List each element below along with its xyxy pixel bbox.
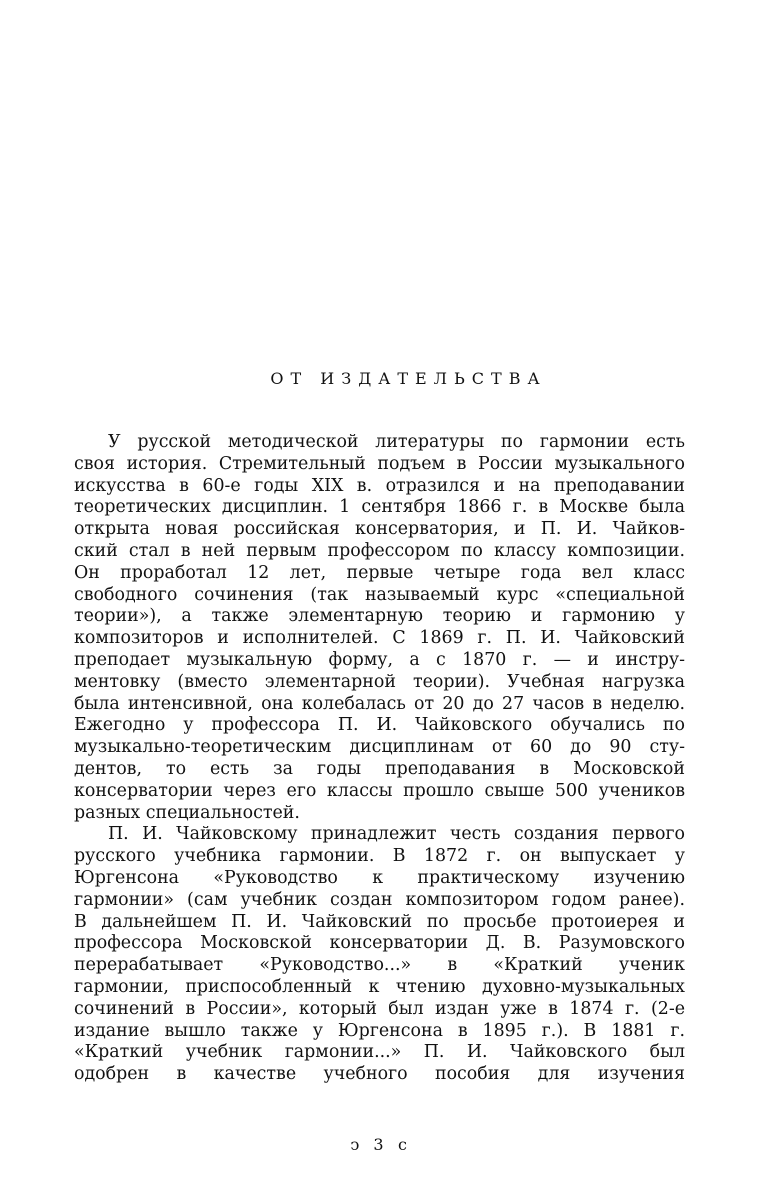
text-line: одобрен в качестве учебного пособия для изучения (74, 1064, 685, 1085)
text-line: Ежегодно у профессора П. И. Чайковского обучались по (74, 715, 685, 736)
text-line: открыта новая российская консерватория, и П. И. Чайков- (74, 519, 685, 540)
page-number: 3 (373, 1135, 384, 1154)
text-line: теории»), а также элементарную теорию и гармонию у (74, 606, 685, 627)
text-line: Он проработал 12 лет, первые четыре года вел класс (74, 562, 685, 583)
left-ornament-icon: ↄ (350, 1135, 360, 1154)
page-footer (0, 1135, 757, 1154)
text-line: гармонии» (сам учебник создан композитором годом ранее). (74, 889, 685, 910)
text-line: русского учебника гармонии. В 1872 г. он выпускает у (74, 846, 685, 867)
text-line: гармонии, приспособленный к чтению духовно-музыкальных (74, 976, 685, 997)
page-title: ОТ ИЗДАТЕЛЬСТВА (270, 369, 547, 388)
text-line: П. И. Чайковскому принадлежит честь создания первого (108, 824, 685, 845)
text-line: свободного сочинения (так называемый курс «специальной (74, 584, 685, 605)
right-ornament-icon: ↄ (397, 1135, 407, 1154)
text-line: профессора Московской консерватории Д. В. Разумовского (74, 933, 685, 954)
text-line: теоретических дисциплин. 1 сентября 1866 г. в Москве была (74, 497, 685, 518)
text-line: консерватории через его классы прошло свыше 500 учеников (74, 780, 685, 801)
text-line: своя история. Стремительный подъем в России музыкального (74, 453, 685, 474)
text-line: была интенсивной, она колебалась от 20 до 27 часов в неделю. (74, 693, 685, 714)
text-line: ский стал в ней первым профессором по классу композиции. (74, 540, 685, 561)
text-line: В дальнейшем П. И. Чайковский по просьбе протоиерея и (74, 911, 685, 932)
text-line: композиторов и исполнителей. С 1869 г. П. И. Чайковский (74, 628, 685, 649)
text-line: искусства в 60-е годы XIX в. отразился и на преподавании (74, 475, 685, 496)
text-line: ментовку (вместо элементарной теории). Учебная нагрузка (74, 671, 685, 692)
text-line: перерабатывает «Руководство...» в «Краткий ученик (74, 955, 685, 976)
text-line: музыкально-теоретическим дисциплинам от 60 до 90 сту- (74, 737, 685, 758)
text-line: У русской методической литературы по гармонии есть (108, 432, 685, 452)
text-line: сочинений в России», который был издан уже в 1874 г. (2-е (74, 998, 685, 1019)
text-line: издание вышло также у Юргенсона в 1895 г.). В 1881 г. (74, 1020, 685, 1041)
text-line: «Краткий учебник гармонии...» П. И. Чайковского был (74, 1042, 685, 1063)
body-text (74, 432, 685, 1086)
text-line: преподает музыкальную форму, а с 1870 г. — и инстру- (74, 649, 685, 670)
text-line: разных специальностей. (74, 802, 300, 823)
text-line: дентов, то есть за годы преподавания в Московской (74, 758, 685, 779)
text-line: Юргенсона «Руководство к практическому изучению (74, 867, 685, 888)
